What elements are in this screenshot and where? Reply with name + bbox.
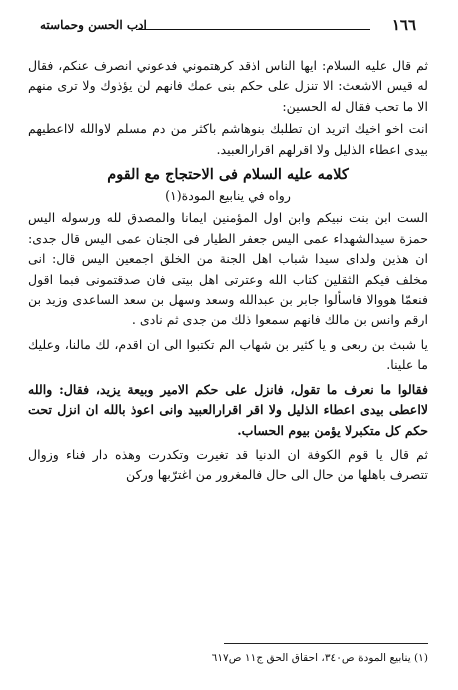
section-heading: كلامه عليه السلام فى الاحتجاج مع القوم	[107, 166, 349, 184]
body-text	[28, 56, 428, 486]
paragraph: الست ابن بنت نبيكم وابن اول المؤمنين ايمانا والمصدق لله ورسوله اليس حمزة سيدالشهداء عمى اليس جعفر الطيار فى الجنان عمى اليس قال جدى: ان هذين ولداى سيدا شباب اهل الجنة من الخلق اجمعين اليس قال: انى مخلف فيكم الثقلين كتاب الله وعترتى اهل بيتى فان صدقتمونى فبما اقول فنعمّا هووالا فاسألوا جابر بن عبدالله وسعد وسهل بن سعد الساعدى وزيد بن ارقم وانس بن مالك فانهم سمعوا ذلك من جدى ثم نادى .	[28, 210, 428, 328]
running-title: ادب الحسن وحماسته	[40, 18, 147, 32]
footnote-rule	[224, 643, 428, 644]
page-number: ١٦٦	[391, 16, 416, 34]
paragraph: انت اخو اخيك اتريد ان تطلبك بنوهاشم باكثر من دم مسلم لاوالله لااعطيهم بيدى اعطاء الذليل ولا اقرلهم اقرارالعبيد.	[28, 121, 428, 157]
header-rule	[136, 29, 370, 30]
paragraph: يا شبث بن ربعى و يا كثير بن شهاب الم تكتبوا الى ان اقدم، لك مالنا، وعليك ما علينا.	[28, 336, 428, 373]
paragraph: فقالوا ما نعرف ما تقول، فانزل على حكم الامير وبيعة يزيد، فقال: والله لااعطى بيدى اعطاء الذليل ولا اقر اقرارالعبيد وانى اعوذ بالله ان انزل تحت حكم كل متكبرلا يؤمن بيوم الحساب.	[28, 381, 428, 438]
page-header	[0, 14, 458, 40]
footnote: (١) ينابيع المودة ص٣٤٠، احقاق الحق ج١١ ص٦١٧	[211, 652, 428, 664]
source-line: رواه في ينابيع المودة(١)	[165, 188, 291, 204]
paragraph: ثم قال عليه السلام: ايها الناس اذقد كرهتموني فدعوني انصرف عنكم، فقال له قيس الاشعث: الا تنزل على حكم بنى عمك فانهم لن يؤذوك ولا ترى منهم الا ما تحب فقال له الحسين:	[28, 58, 428, 114]
paragraph: ثم قال يا قوم الكوفة ان الدنيا قد تغيرت وتكدرت وهذه دار فناء وزوال تتصرف باهلها من حال الى حال فالمغرور من اغترّبها وركن	[28, 446, 428, 483]
